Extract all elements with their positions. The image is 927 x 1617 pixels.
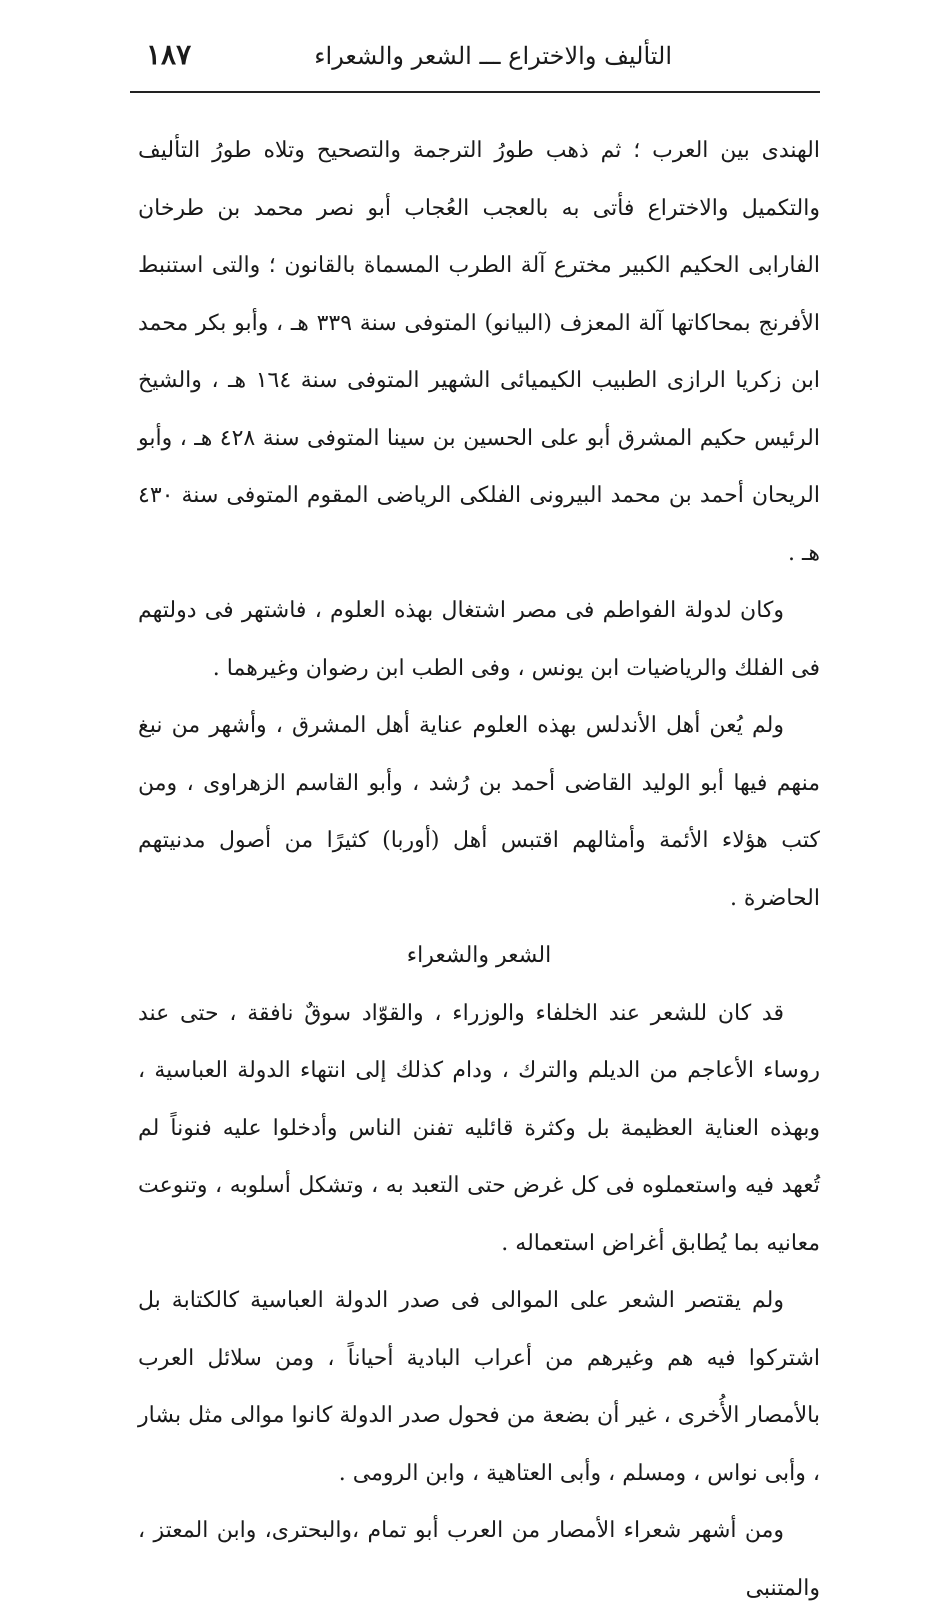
paragraph-1: الهندى بين العرب ؛ ثم ذهب طورُ الترجمة والتصحيح وتلاه طورُ التأليف والتكميل والاختراع فأتى به بالعجب العُجاب أبو نصر محمد بن طرخان الفارابى الحكيم الكبير مخترع آلة الطرب المسماة بالقانون ؛ والتى استنبط الأفرنج بمحاكاتها آلة المعزف (البيانو) المتوفى سنة ٣٣٩ هـ ، وأبو بكر محمد ابن زكريا الرازى الطبيب الكيميائى الشهير المتوفى سنة ١٦٤ هـ ، والشيخ الرئيس حكيم المشرق أبو على الحسين بن سينا المتوفى سنة ٤٢٨ هـ ، وأبو الريحان أحمد بن محمد البيرونى الفلكى الرياضى المقوم المتوفى سنة ٤٣٠ هـ . (138, 138, 820, 566)
page-number: ١٨٧ (146, 38, 192, 71)
header-rule (130, 91, 820, 93)
running-title: التأليف والاختراع ـــ الشعر والشعراء (314, 42, 672, 70)
paragraph-2: وكان لدولة الفواطم فى مصر اشتغال بهذه العلوم ، فاشتهر فى دولتهم فى الفلك والرياضيات ابن يونس ، وفى الطب ابن رضوان وغيرهما . (138, 598, 820, 681)
paragraph-5: ولم يقتصر الشعر على الموالى فى صدر الدولة العباسية كالكتابة بل اشتركوا فيه هم وغيرهم من أعراب البادية أحياناً ، ومن سلائل العرب بالأمصار الأُخرى ، غير أن بضعة من فحول صدر الدولة كانوا موالى مثل بشار ، وأبى نواس ، ومسلم ، وأبى العتاهية ، وابن الرومى . (138, 1288, 820, 1486)
page-body (138, 122, 820, 1617)
running-head (130, 36, 820, 84)
section-heading: الشعر والشعراء (406, 943, 552, 968)
paragraph-4: قد كان للشعر عند الخلفاء والوزراء ، والقوّاد سوقٌ نافقة ، حتى عند روساء الأعاجم من الديلم والترك ، ودام كذلك إلى انتهاء الدولة العباسية ، وبهذه العناية العظيمة بل وكثرة قائليه تفنن الناس وأدخلوا عليه فنوناً لم تُعهد فيه واستعملوه فى كل غرض حتى التعبد به ، وتشكل أسلوبه ، وتنوعت معانيه بما يُطابق أغراض استعماله . (138, 1000, 820, 1256)
paragraph-3: ولم يُعن أهل الأندلس بهذه العلوم عناية أهل المشرق ، وأشهر من نبغ منهم فيها أبو الوليد القاضى أحمد بن رُشد ، وأبو القاسم الزهراوى ، ومن كتب هؤلاء الأئمة وأمثالهم اقتبس أهل (أوربا) كثيرًا من أصول مدنيتهم الحاضرة . (138, 713, 820, 911)
paragraph-6: ومن أشهر شعراء الأمصار من العرب أبو تمام ،والبحترى، وابن المعتز ، والمتنبى (138, 1518, 820, 1601)
